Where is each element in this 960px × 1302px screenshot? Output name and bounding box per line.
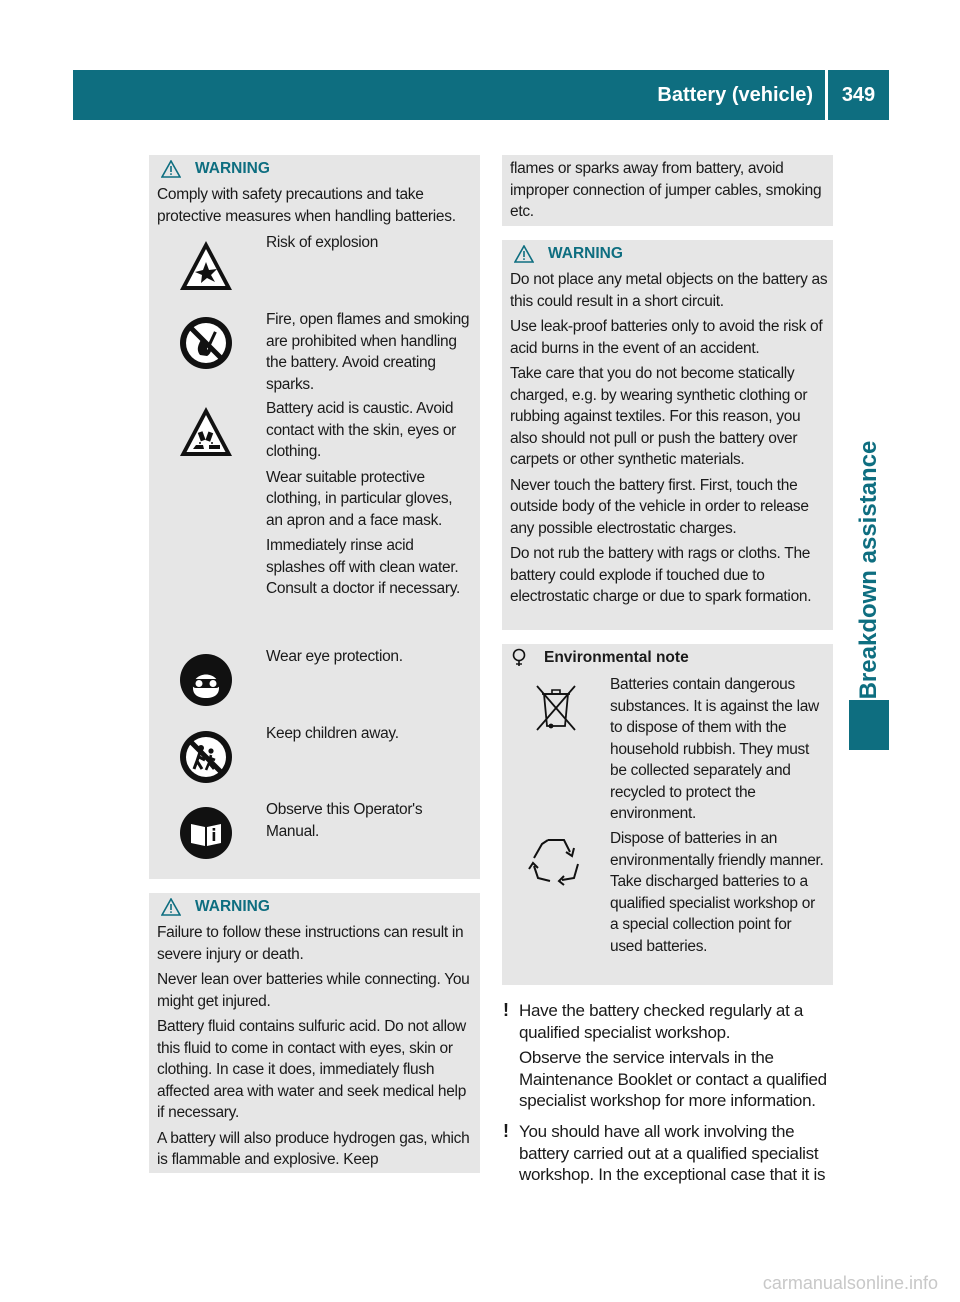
env-note-heading — [510, 647, 689, 669]
page-title: Battery (vehicle) — [657, 84, 813, 106]
warning-heading — [514, 243, 623, 265]
crossed-bin-icon — [528, 680, 584, 736]
no-fire-icon — [178, 315, 234, 371]
env-item-text: Dispose of batteries in an environmentally friendly manner. Take discharged batteries to a qualified specialist workshop or a special collection point for used batteries. — [610, 830, 824, 955]
eye-protection-icon — [178, 652, 234, 708]
symbol-text: Battery acid is caustic. Avoid contact with the skin, eyes or clothing. Wear suitable protective clothing, in particular gloves, an apron and a face mask. Immediately rinse acid splashes off with clean water. Consult a doctor if necessary. — [266, 400, 461, 597]
continuation-text: flames or sparks away from battery, avoid improper connection of jumper cables, smoking etc. — [510, 160, 822, 220]
warning-heading — [161, 158, 270, 180]
page-header — [73, 70, 889, 120]
recycle-icon — [526, 832, 586, 892]
section-label: Breakdown assistance — [855, 440, 882, 700]
warning-triangle-icon — [161, 898, 181, 916]
symbol-text: Observe this Operator's Manual. — [266, 801, 423, 840]
warning-body: Do not place any metal objects on the battery as this could result in a short circuit. Use leak-proof batteries only to avoid the risk of acid burns in the event of an accident. Take care that you do not become statically charged, e.g. by wearing synthetic clothing or rubbing against textiles. For this reason, you also should not pull or push the battery over carpets or other synthetic materials. Never touch the battery first. First, touch the outside body of the vehicle in order to release any possible electrostatic charges. Do not rub the battery with rags or cloths. The battery could explode if touched due to electrostatic charge or due to spark formation. — [510, 271, 828, 605]
env-item — [502, 828, 833, 978]
symbol-text: Keep children away. — [266, 725, 399, 742]
warning-triangle-icon — [514, 245, 534, 263]
warning-box-safety — [149, 155, 480, 879]
lightbulb-icon — [510, 648, 528, 668]
warning-heading — [161, 896, 270, 918]
caustic-warning-icon — [178, 404, 234, 460]
watermark: carmanualsonline.info — [762, 1273, 938, 1293]
notice-marker: ! — [503, 1121, 509, 1141]
symbol-text: Risk of explosion — [266, 234, 379, 251]
operator-manual-icon — [178, 805, 234, 861]
environmental-note-box — [502, 644, 833, 985]
warning-body: Failure to follow these instructions can result in severe injury or death. Never lean over batteries while connecting. You might get injured. Battery fluid contains sulfuric acid. Do not allow this fluid to come in contact with eyes, skin or clothing. In case it does, immediately flush affected area with water and seek medical help if necessary. A battery will also produce hydrogen gas, which is flammable and explosive. Keep — [157, 924, 470, 1168]
env-item — [502, 674, 833, 824]
env-note-title: Environmental note — [544, 649, 689, 666]
symbol-text: Fire, open flames and smoking are prohibited when handling the battery. Avoid creating sparks. — [266, 311, 470, 393]
notice-marker: ! — [503, 1000, 509, 1020]
warning-intro: Comply with safety precautions and take protective measures when handling batteries. — [157, 186, 456, 225]
symbol-text: Wear eye protection. — [266, 648, 403, 665]
env-item-text: Batteries contain dangerous substances. It is against the law to dispose of them with the household rubbish. They must be collected separately and recycled to protect the environment. — [610, 676, 819, 822]
page-number: 349 — [841, 84, 876, 106]
warning-continuation-box — [502, 155, 833, 226]
notice-text: Have the battery checked regularly at a qualified specialist workshop. Observe the service intervals in the Maintenance Booklet or contact a qualified specialist workshop for more information. — [519, 1001, 827, 1110]
section-tab-block — [849, 700, 889, 750]
warning-title: WARNING — [195, 898, 270, 915]
warning-title: WARNING — [548, 245, 623, 262]
keep-children-away-icon — [178, 729, 234, 785]
warning-box-injury — [149, 893, 480, 1173]
warning-triangle-icon — [161, 160, 181, 178]
notice-text: You should have all work involving the battery carried out at a qualified specialist workshop. In the exceptional case that it is — [519, 1122, 826, 1184]
warning-box-static — [502, 240, 833, 630]
explosion-warning-icon — [178, 238, 234, 294]
warning-title: WARNING — [195, 160, 270, 177]
